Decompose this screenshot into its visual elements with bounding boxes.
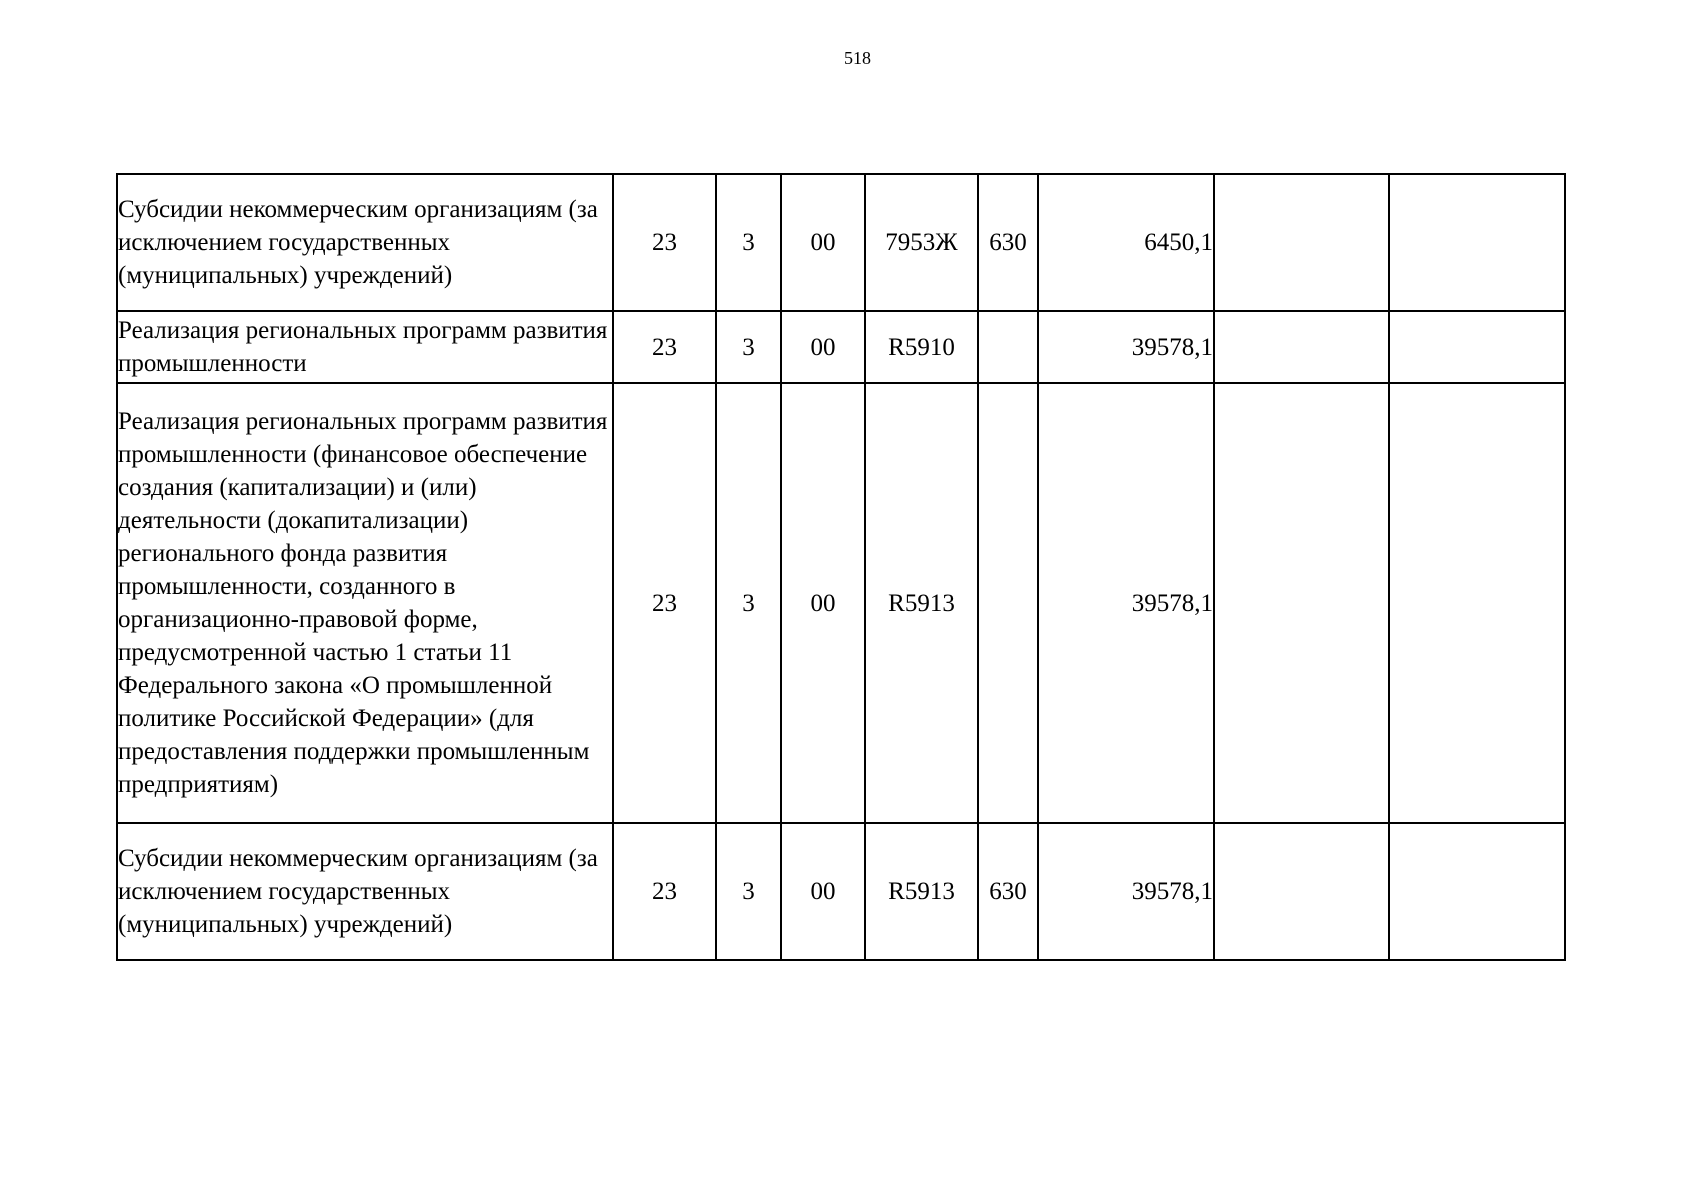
cell-empty	[1389, 823, 1565, 960]
cell-amount: 39578,1	[1038, 823, 1214, 960]
cell-empty	[1214, 311, 1389, 383]
cell-amount: 39578,1	[1038, 383, 1214, 823]
cell-expense-type: 630	[978, 174, 1038, 311]
cell-expense-type	[978, 311, 1038, 383]
table-row	[117, 174, 1565, 311]
row-name: Субсидии некоммерческим организациям (за исключением государственных (муниципальных) учреждений)	[117, 823, 613, 960]
table-row	[117, 823, 1565, 960]
cell-gp: 23	[613, 174, 716, 311]
row-name: Реализация региональных программ развития промышленности (финансовое обеспечение создания (капитализации) и (или) деятельности (докапитализации) регионального фонда развития промышленности, созданного в организационно-правовой форме, предусмотренной частью 1 статьи 11 Федерального закона «О промышленной политике Российской Федерации» (для предоставления поддержки промышленным предприятиям)	[117, 383, 613, 823]
cell-expense-type	[978, 383, 1038, 823]
row-name: Реализация региональных программ развития промышленности	[117, 311, 613, 383]
cell-empty	[1389, 311, 1565, 383]
cell-main-event: 00	[781, 311, 865, 383]
cell-main-event: 00	[781, 383, 865, 823]
cell-gp: 23	[613, 383, 716, 823]
cell-amount: 39578,1	[1038, 311, 1214, 383]
cell-main-event: 00	[781, 174, 865, 311]
cell-gp: 23	[613, 823, 716, 960]
cell-subprogram: 3	[716, 311, 781, 383]
cell-subprogram: 3	[716, 383, 781, 823]
cell-subprogram: 3	[716, 174, 781, 311]
budget-table	[116, 173, 1566, 961]
cell-direction: R5910	[865, 311, 978, 383]
cell-direction: R5913	[865, 823, 978, 960]
cell-empty	[1214, 174, 1389, 311]
cell-direction: R5913	[865, 383, 978, 823]
cell-expense-type: 630	[978, 823, 1038, 960]
cell-amount: 6450,1	[1038, 174, 1214, 311]
page-number: 518	[844, 48, 871, 68]
cell-empty	[1214, 823, 1389, 960]
cell-empty	[1214, 383, 1389, 823]
table-row	[117, 311, 1565, 383]
row-name: Субсидии некоммерческим организациям (за исключением государственных (муниципальных) учреждений)	[117, 174, 613, 311]
cell-empty	[1389, 174, 1565, 311]
cell-main-event: 00	[781, 823, 865, 960]
cell-direction: 7953Ж	[865, 174, 978, 311]
table-row	[117, 383, 1565, 823]
cell-subprogram: 3	[716, 823, 781, 960]
cell-empty	[1389, 383, 1565, 823]
cell-gp: 23	[613, 311, 716, 383]
